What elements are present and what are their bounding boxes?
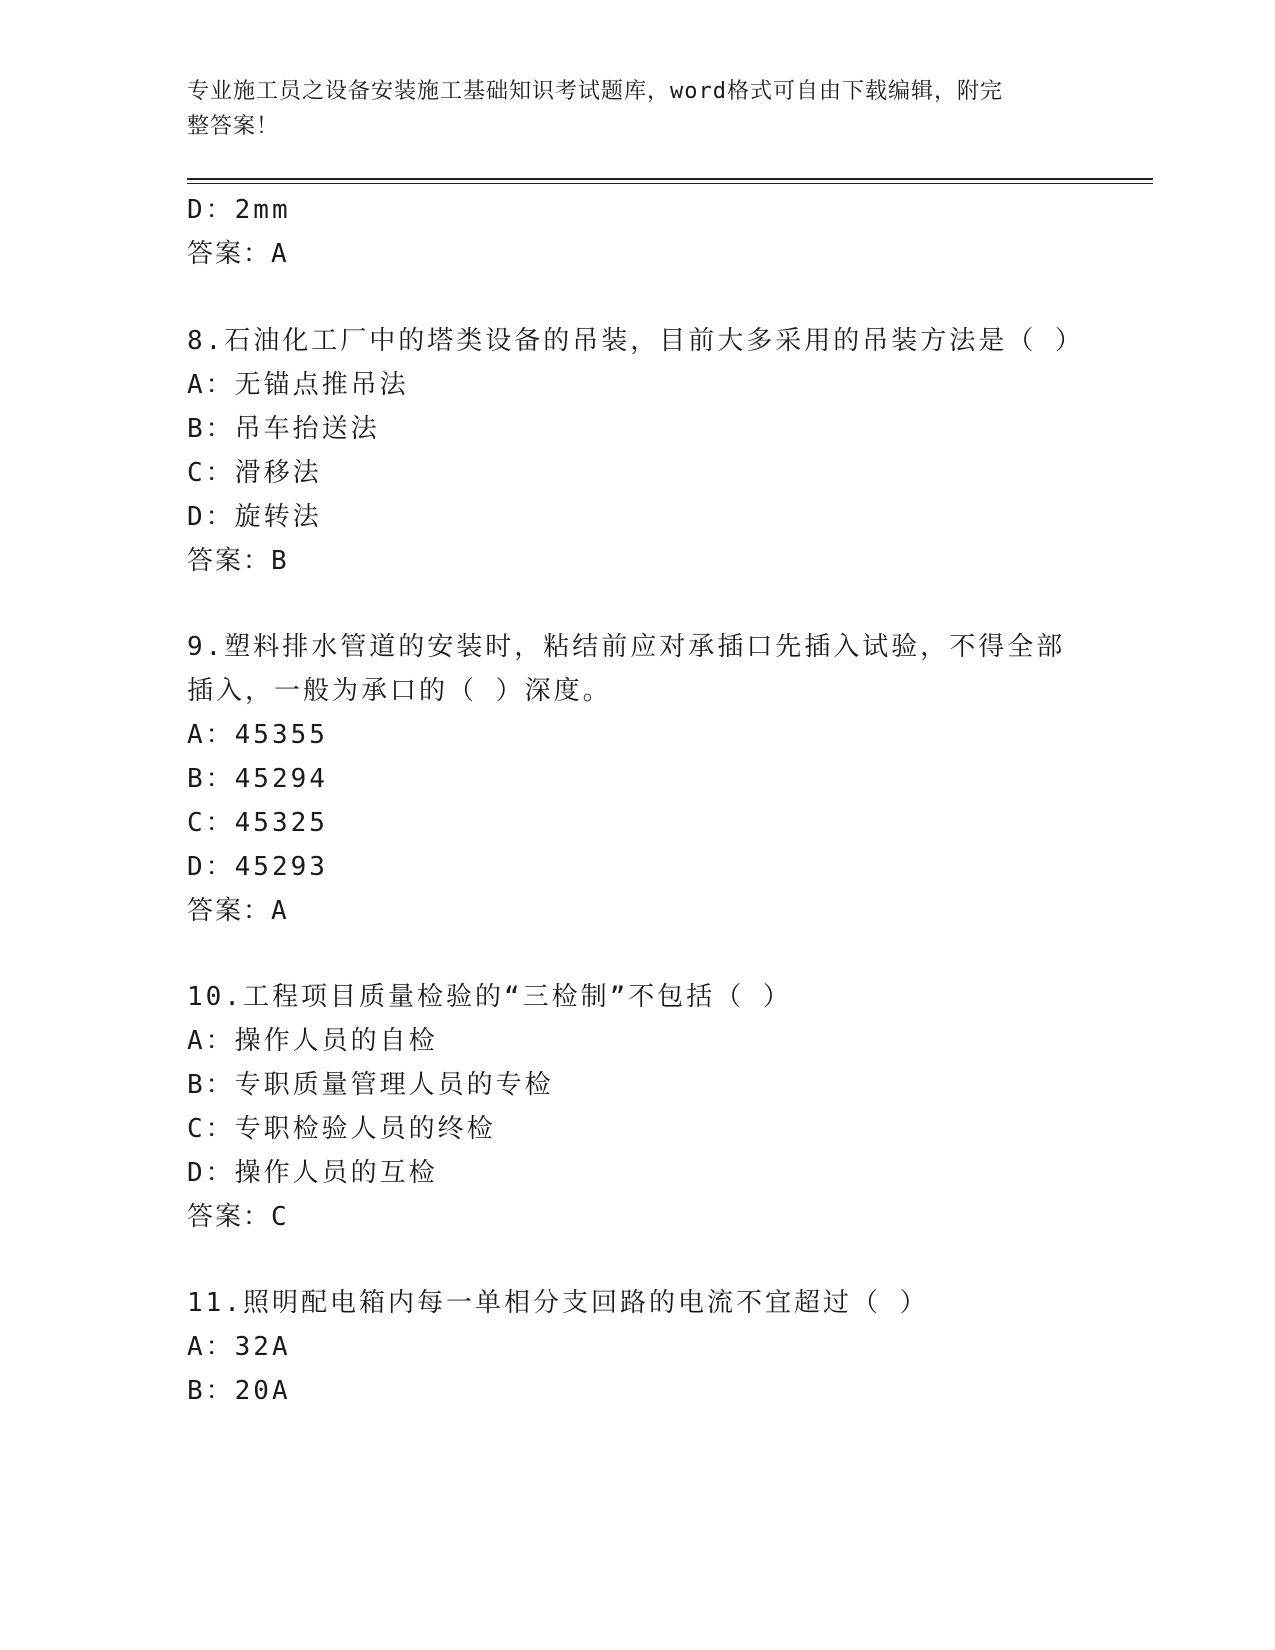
document-header [187,74,1067,144]
option-d-q9: D：45293 [187,852,328,882]
option-a-q10: A：操作人员的自检 [187,1026,438,1056]
option-d-q7: D：2mm [187,195,291,225]
option-c-q10: C：专职检验人员的终检 [187,1114,496,1144]
option-c-q8: C：滑移法 [187,458,322,488]
header-rule-thin [187,183,1153,184]
option-a-q9: A：45355 [187,720,328,750]
option-d-q8: D：旋转法 [187,502,322,532]
answer-q7: 答案：A [187,239,289,269]
header-rule-thick [187,178,1153,180]
option-b-q8: B：吊车抬送法 [187,414,380,444]
option-b-q9: B：45294 [187,764,328,794]
question-8: 8.石油化工厂中的塔类设备的吊装，目前大多采用的吊装方法是（ ） [187,326,1084,356]
question-11: 11.照明配电箱内每一单相分支回路的电流不宜超过（ ） [187,1288,929,1318]
question-9-line-1: 9.塑料排水管道的安装时，粘结前应对承插口先插入试验，不得全部 [187,632,1066,662]
question-10: 10.工程项目质量检验的“三检制”不包括（ ） [187,982,792,1012]
answer-q8: 答案：B [187,546,289,576]
option-a-q8: A：无锚点推吊法 [187,370,409,400]
option-b-q10: B：专职质量管理人员的专检 [187,1070,554,1100]
option-c-q9: C：45325 [187,808,328,838]
header-line-1: 专业施工员之设备安装施工基础知识考试题库，word格式可自由下载编辑，附完 [187,79,1003,104]
answer-q10: 答案：C [187,1202,289,1232]
option-a-q11: A：32A [187,1332,291,1362]
option-d-q10: D：操作人员的互检 [187,1158,438,1188]
answer-q9: 答案：A [187,896,289,926]
header-line-2: 整答案！ [187,114,280,139]
option-b-q11: B：20A [187,1376,291,1406]
question-9-line-2: 插入，一般为承口的（ ）深度。 [187,676,612,706]
